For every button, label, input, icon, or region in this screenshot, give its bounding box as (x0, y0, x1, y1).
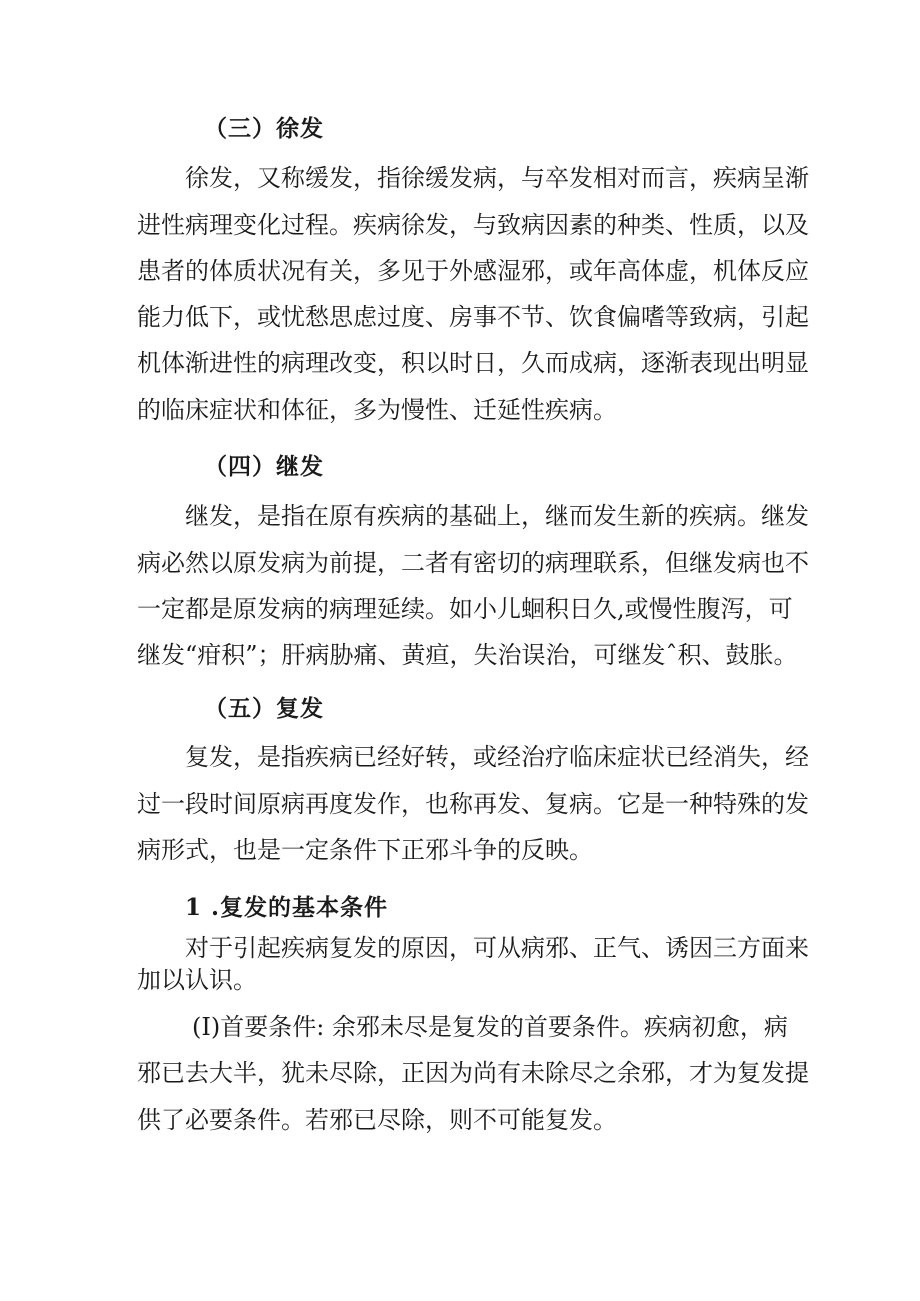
paragraph-line: 病必然以原发病为前提，二者有密切的病理联系，但继发病也不 (137, 549, 809, 577)
paragraph-line: 徐发，又称缓发，指徐缓发病，与卒发相对而言，疾病呈渐 (185, 164, 809, 192)
heading-subsection-1: 1 .复发的基本条件 (185, 894, 389, 921)
paragraph-line: 继发，是指在原有疾病的基础上，继而发生新的疾病。继发 (185, 502, 809, 530)
paragraph-line: 复发，是指疾病已经好转，或经治疗临床症状已经消失，经 (185, 743, 809, 771)
paragraph-line: 过一段时间原病再度发作，也称再发、复病。它是一种特殊的发 (137, 790, 809, 818)
paragraph-line: 的临床症状和体征，多为慢性、迁延性疾病。 (137, 396, 617, 424)
paragraph-line: (I)首要条件: 余邪未尽是复发的首要条件。疾病初愈，病 (192, 1013, 788, 1041)
heading-section-4: （四）继发 (204, 453, 324, 480)
paragraph-line: 一定都是原发病的病理延续。如小儿蛔积日久,或慢性腹泻，可 (137, 595, 793, 623)
heading-section-3: （三）徐发 (204, 115, 324, 142)
paragraph-line: 供了必要条件。若邪已尽除，则不可能复发。 (137, 1106, 617, 1134)
paragraph-line: 加以认识。 (137, 966, 257, 994)
paragraph-line: 邪已去大半，犹未尽除，正因为尚有未除尽之余邪，才为复发提 (137, 1059, 809, 1087)
paragraph-line: 对于引起疾病复发的原因，可从病邪、正气、诱因三方面来 (185, 934, 809, 962)
paragraph-line: 进性病理变化过程。疾病徐发，与致病因素的种类、性质，以及 (137, 211, 809, 239)
paragraph-line: 能力低下，或忧愁思虑过度、房事不节、饮食偏嗜等致病，引起 (137, 303, 809, 331)
paragraph-line: 患者的体质状况有关，多见于外感湿邪，或年高体虚，机体反应 (137, 257, 809, 285)
paragraph-line: 继发“疳积”；肝病胁痛、黄疸，失治误治，可继发ˆ积、鼓胀。 (137, 641, 798, 669)
paragraph-line: 机体渐进性的病理改变，积以时日，久而成病，逐渐表现出明显 (137, 349, 809, 377)
paragraph-line: 病形式，也是一定条件下正邪斗争的反映。 (137, 836, 593, 864)
heading-section-5: （五）复发 (204, 695, 324, 722)
